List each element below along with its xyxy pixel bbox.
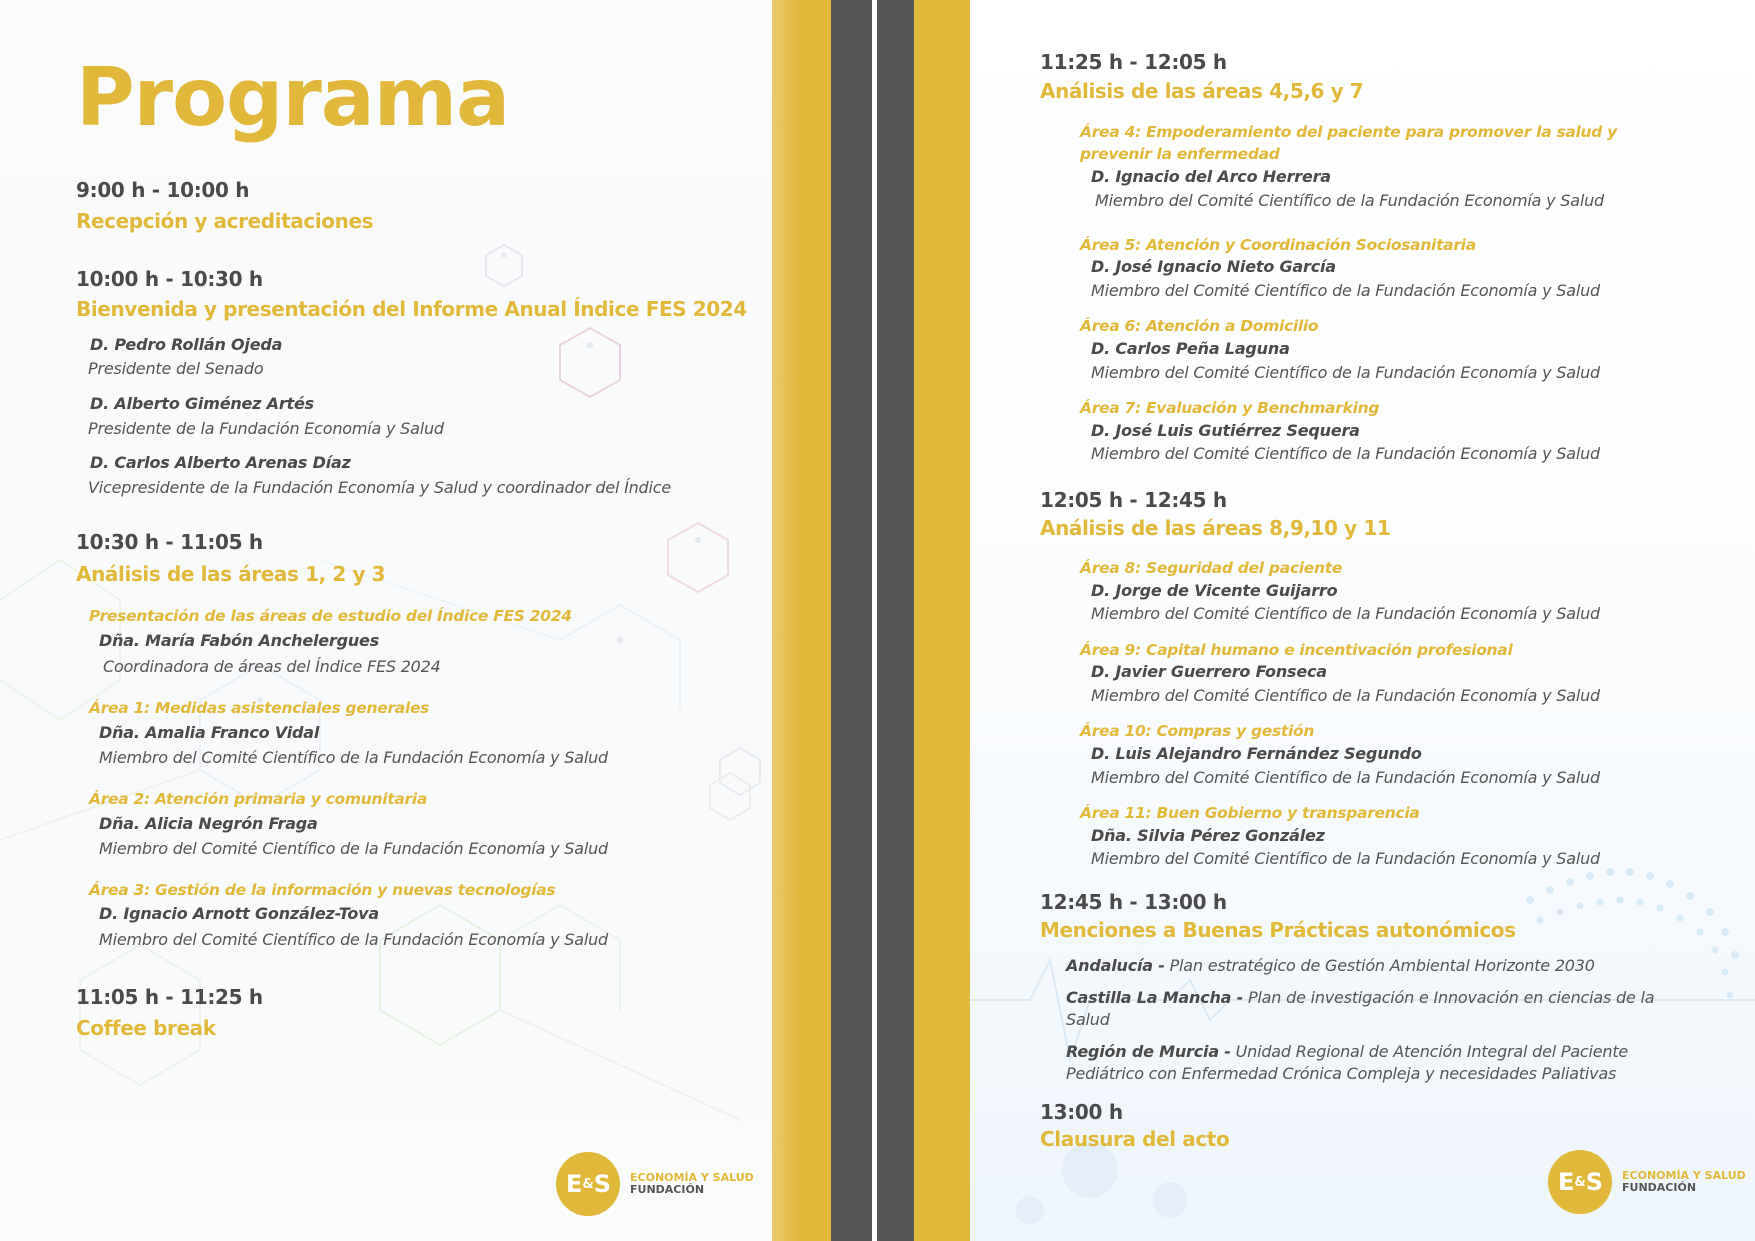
speaker-name: D. Ignacio del Arco Herrera [1091,167,1331,186]
page-title: Programa [76,51,510,144]
practice-description: Unidad Regional de Atención Integral del Paciente Pediátrico con Enfermedad Crónica Compleja y necesidades Paliativas [1066,1042,1629,1083]
good-practice-item [1066,987,1666,1031]
speaker-role: Miembro del Comité Científico de la Fundación Economía y Salud [99,748,608,767]
practice-description: Plan estratégico de Gestión Ambiental Horizonte 2030 [1169,956,1595,975]
area-title: Área 1: Medidas asistenciales generales [89,699,430,717]
speaker-name: D. Ignacio Arnott González-Tova [99,904,380,923]
logo-badge: E & S [1548,1150,1612,1214]
area-title: Área 8: Seguridad del paciente [1080,559,1343,577]
speaker-name: D. Alberto Giménez Artés [90,394,314,413]
logo-badge: E & S [556,1152,620,1216]
speaker-role: Miembro del Comité Científico de la Fundación Economía y Salud [1091,686,1600,705]
session-title: Análisis de las áreas 8,9,10 y 11 [1040,516,1391,540]
time-slot: 11:25 h - 12:05 h [1040,50,1227,74]
speaker-name: D. Jorge de Vicente Guijarro [1091,581,1338,600]
stripe-grey-left [831,0,872,1241]
speaker-name: D. José Ignacio Nieto García [1091,257,1336,276]
time-slot: 12:45 h - 13:00 h [1040,890,1227,914]
practice-description: Plan de investigación e Innovación en ciencias de la Salud [1066,988,1655,1029]
region-name: Andalucía - [1066,956,1165,975]
session-title: Bienvenida y presentación del Informe Anual Índice FES 2024 [76,297,747,321]
speaker-role: Miembro del Comité Científico de la Fundación Economía y Salud [1091,363,1600,382]
time-slot: 12:05 h - 12:45 h [1040,488,1227,512]
speaker-role: Miembro del Comité Científico de la Fundación Economía y Salud [1091,444,1600,463]
region-name: Región de Murcia - [1066,1042,1231,1061]
time-slot: 10:30 h - 11:05 h [76,530,263,554]
session-title: Análisis de las áreas 1, 2 y 3 [76,562,386,586]
logo-wordmark: ECONOMÍA Y SALUD FUNDACIÓN [1622,1169,1746,1194]
speaker-role: Coordinadora de áreas del Índice FES 2024 [103,657,441,676]
speaker-name: Dña. Silvia Pérez González [1091,826,1325,845]
speaker-name: D. Carlos Peña Laguna [1091,339,1290,358]
session-title: Coffee break [76,1016,216,1040]
speaker-name: Dña. Alicia Negrón Fraga [99,814,318,833]
speaker-name: D. José Luis Gutiérrez Sequera [1091,421,1360,440]
speaker-role: Miembro del Comité Científico de la Fundación Economía y Salud [1091,604,1600,623]
region-name: Castilla La Mancha - [1066,988,1244,1007]
stripe-grey-right [877,0,914,1241]
session-title: Análisis de las áreas 4,5,6 y 7 [1040,79,1364,103]
area-title: Área 5: Atención y Coordinación Sociosanitaria [1080,236,1476,254]
area-title: Área 3: Gestión de la información y nuevas tecnologías [89,881,556,899]
right-page [970,0,1755,1241]
speaker-role: Miembro del Comité Científico de la Fundación Economía y Salud [1095,191,1604,210]
speaker-name: D. Pedro Rollán Ojeda [90,335,283,354]
speaker-name: D. Carlos Alberto Arenas Díaz [90,453,351,472]
speaker-name: Dña. Amalia Franco Vidal [99,723,320,742]
speaker-role: Miembro del Comité Científico de la Fundación Economía y Salud [1091,768,1600,787]
area-title: Área 6: Atención a Domicilio [1080,317,1319,335]
time-slot: 9:00 h - 10:00 h [76,178,250,202]
speaker-role: Presidente de la Fundación Economía y Salud [88,419,444,438]
session-title: Clausura del acto [1040,1127,1230,1151]
area-title: Área 10: Compras y gestión [1080,722,1315,740]
session-title: Menciones a Buenas Prácticas autonómicos [1040,918,1516,942]
time-slot: 10:00 h - 10:30 h [76,267,263,291]
area-title: Área 9: Capital humano e incentivación profesional [1080,641,1513,659]
area-title: Área 2: Atención primaria y comunitaria [89,790,428,808]
area-title: Presentación de las áreas de estudio del Índice FES 2024 [89,607,572,625]
speaker-role: Miembro del Comité Científico de la Fundación Economía y Salud [1091,281,1600,300]
foundation-logo [556,1152,754,1216]
logo-wordmark: ECONOMÍA Y SALUD FUNDACIÓN [630,1171,754,1196]
speaker-role: Miembro del Comité Científico de la Fundación Economía y Salud [99,839,608,858]
speaker-role: Presidente del Senado [88,359,264,378]
speaker-name: D. Luis Alejandro Fernández Segundo [1091,744,1422,763]
left-page [0,0,772,1241]
area-title: Área 7: Evaluación y Benchmarking [1080,399,1380,417]
time-slot: 11:05 h - 11:25 h [76,985,263,1009]
speaker-role: Miembro del Comité Científico de la Fundación Economía y Salud [1091,849,1600,868]
area-title: Área 4: Empoderamiento del paciente para promover la salud y [1080,123,1617,141]
good-practice-item [1066,1041,1666,1085]
speaker-role: Miembro del Comité Científico de la Fundación Economía y Salud [99,930,608,949]
stripe-highlight [772,0,802,1241]
speaker-role: Vicepresidente de la Fundación Economía y Salud y coordinador del Índice [88,478,671,497]
session-title: Recepción y acreditaciones [76,209,374,233]
speaker-name: D. Javier Guerrero Fonseca [1091,662,1327,681]
good-practice-item [1066,955,1666,977]
time-slot: 13:00 h [1040,1100,1123,1124]
foundation-logo [1548,1150,1746,1214]
speaker-name: Dña. María Fabón Anchelergues [99,631,380,650]
area-title: Área 11: Buen Gobierno y transparencia [1080,804,1420,822]
area-title-continued: prevenir la enfermedad [1080,145,1280,163]
stripe-gold-right [914,0,970,1241]
